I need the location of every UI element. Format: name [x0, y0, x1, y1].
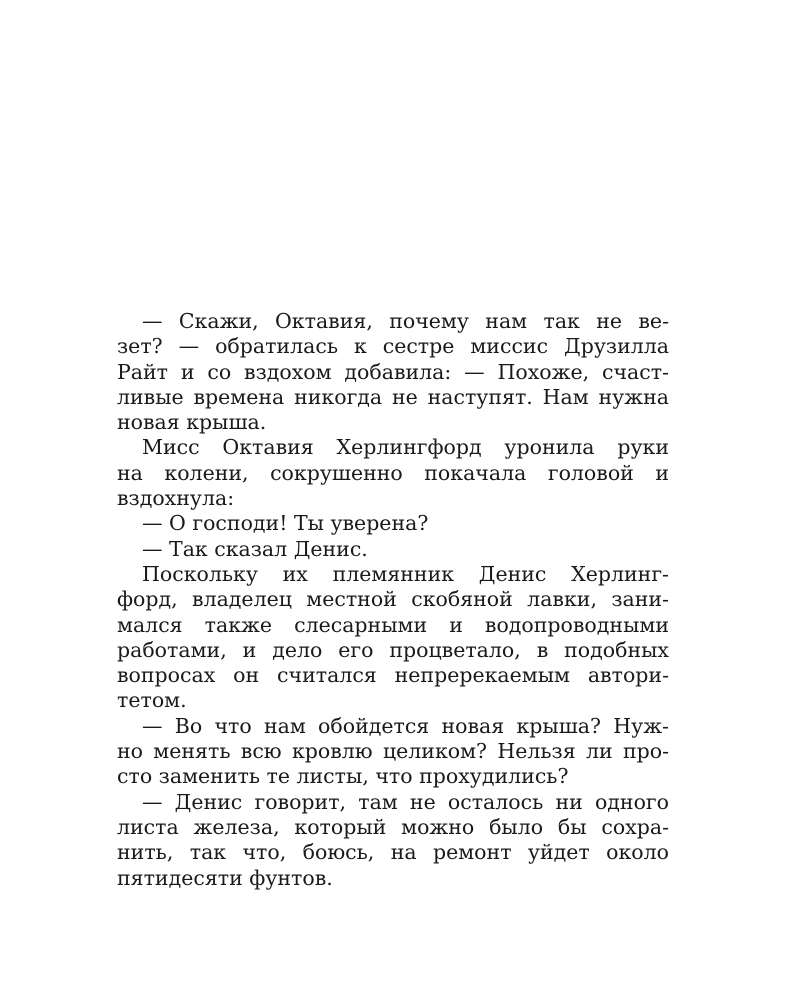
- text-line: форд, владелец местной скобяной лавки, зани-: [117, 587, 669, 612]
- text-line: работами, и дело его процветало, в подобных: [117, 637, 669, 662]
- text-line: вопросах он считался непререкаемым автори-: [117, 663, 669, 688]
- text-line: зет? — обратилась к сестре миссис Друзилла: [117, 334, 669, 359]
- text-line: — Во что нам обойдется новая крыша? Нуж-: [142, 713, 669, 738]
- text-line: новая крыша.: [117, 410, 267, 435]
- text-line: листа железа, который можно было бы сохра-: [117, 814, 669, 839]
- body-text: [117, 309, 669, 891]
- text-line: ливые времена никогда не наступят. Нам нужна: [117, 384, 669, 409]
- text-line: сто заменить те листы, что прохудились?: [117, 764, 569, 789]
- text-line: пятидесяти фунтов.: [117, 865, 333, 890]
- text-line: Райт и со вздохом добавила: — Похоже, счаст-: [117, 359, 669, 384]
- text-line: вздохнула:: [117, 486, 235, 511]
- text-line: — Скажи, Октавия, почему нам так не ве-: [142, 309, 669, 333]
- text-line: нить, так что, боюсь, на ремонт уйдет около: [117, 840, 669, 865]
- text-line: — Так сказал Денис.: [142, 536, 368, 561]
- text-line: мался также слесарными и водопроводными: [117, 612, 669, 637]
- text-line: — Денис говорит, там не осталось ни одного: [142, 789, 669, 814]
- text-line: Поскольку их племянник Денис Херлинг-: [142, 561, 669, 586]
- text-line: на колени, сокрушенно покачала головой и: [117, 460, 669, 485]
- text-line: Мисс Октавия Херлингфорд уронила руки: [142, 435, 669, 460]
- text-line: — О господи! Ты уверена?: [142, 511, 429, 536]
- text-line: тетом.: [117, 688, 187, 713]
- text-line: но менять всю кровлю целиком? Нельзя ли про-: [117, 739, 669, 764]
